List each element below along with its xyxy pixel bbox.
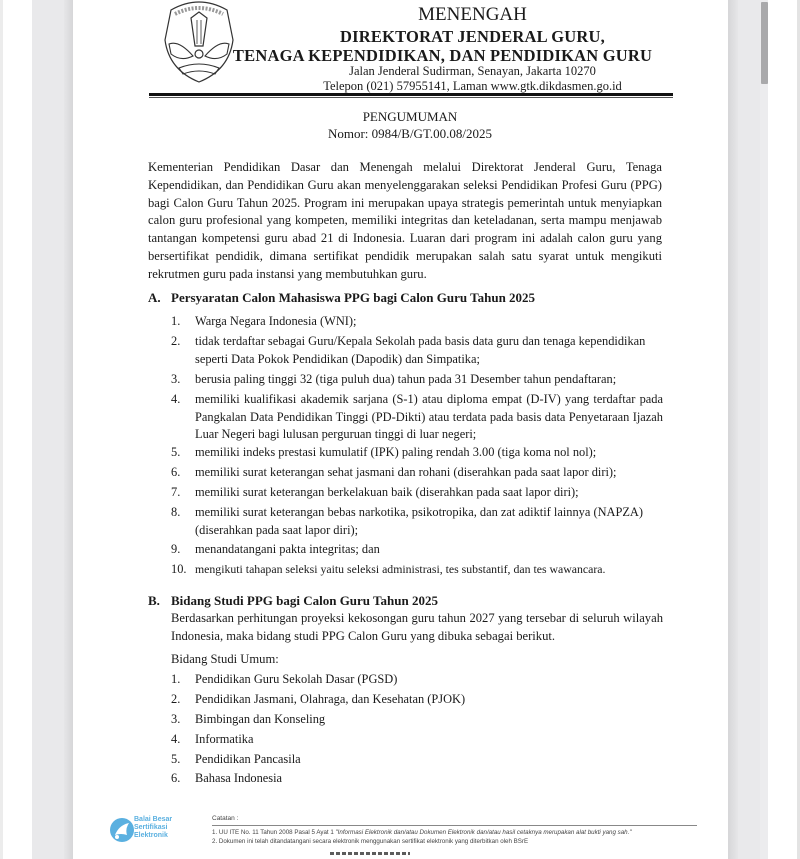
window-left-edge xyxy=(0,0,3,859)
scrollbar-thumb[interactable] xyxy=(761,2,768,84)
section-a-title: Persyaratan Calon Mahasiswa PPG bagi Calon Guru Tahun 2025 xyxy=(171,290,536,305)
section-b-heading xyxy=(148,593,438,609)
page-shadow-left xyxy=(64,0,73,859)
section-b-title: Bidang Studi PPG bagi Calon Guru Tahun 2025 xyxy=(171,593,438,608)
letterhead-directorate-cont: TENAGA KEPENDIDIKAN, DAN PENDIDIKAN GURU xyxy=(232,46,653,65)
footer-rule xyxy=(212,825,697,826)
section-a-letter: A. xyxy=(148,290,161,305)
page-shadow-right xyxy=(728,0,738,859)
footer-catatan-label: Catatan : xyxy=(212,815,239,822)
vertical-scrollbar[interactable] xyxy=(760,0,768,859)
bsre-label: Balai Besar Sertifikasi Elektronik xyxy=(134,816,173,839)
footer-note-2: 2. Dokumen ini telah ditandatangani secara elektronik menggunakan sertifikat elektronik yang diterbitkan oleh BSrE xyxy=(212,838,529,845)
section-a-heading xyxy=(148,290,535,306)
letterhead-rule xyxy=(149,93,673,96)
section-b-letter: B. xyxy=(148,593,160,608)
letterhead-directorate: DIREKTORAT JENDERAL GURU, xyxy=(340,27,605,46)
intro-paragraph: Kementerian Pendidikan Dasar dan Menengah melalui Direktorat Jenderal Guru, Tenaga Kependidikan, dan Pendidikan Guru akan menyelenggarakan seleksi Pendidikan Profesi Guru (PPG) bagi Calon Guru Tahun 2025. Program ini merupakan upaya strategis pemerintah untuk menyiapkan calon guru profesional yang kompeten, memiliki integritas dan keteladanan, serta mampu menjawab tantangan kompetensi guru abad 21 di Indonesia. Luaran dari program ini adalah calon guru yang bersertifikat pendidik, dimana sertifikat pendidik merupakan salah satu syarat untuk mengikuti rekrutmen guru pada instansi yang membutuhkan guru. xyxy=(148,160,662,281)
section-b-intro: Berdasarkan perhitungan proyeksi kekosongan guru tahun 2027 yang tersebar di seluruh wilayah Indonesia, maka bidang studi PPG Calon Guru yang dibuka sebagai berikut. xyxy=(171,611,663,643)
letterhead-line1: MENENGAH xyxy=(418,4,527,25)
bsre-logo-icon xyxy=(107,815,137,845)
letterhead-rule-thin xyxy=(149,97,673,98)
announcement-number: Nomor: 0984/B/GT.00.08/2025 xyxy=(327,126,493,141)
cut-off-text xyxy=(330,852,410,855)
announcement-title: PENGUMUMAN xyxy=(362,109,458,124)
letterhead-contact: Telepon (021) 57955141, Laman www.gtk.dikdasmen.go.id xyxy=(323,79,622,93)
section-b-subheading: Bidang Studi Umum: xyxy=(171,652,279,666)
footer-note-1: 1. UU ITE No. 11 Tahun 2008 Pasal 5 Ayat 1 "Informasi Elektronik dan/atau Dokumen Elektronik dan/atau hasil cetaknya merupakan alat bukti yang sah." xyxy=(212,829,632,836)
letterhead-address: Jalan Jenderal Sudirman, Senayan, Jakarta 10270 xyxy=(349,64,596,78)
